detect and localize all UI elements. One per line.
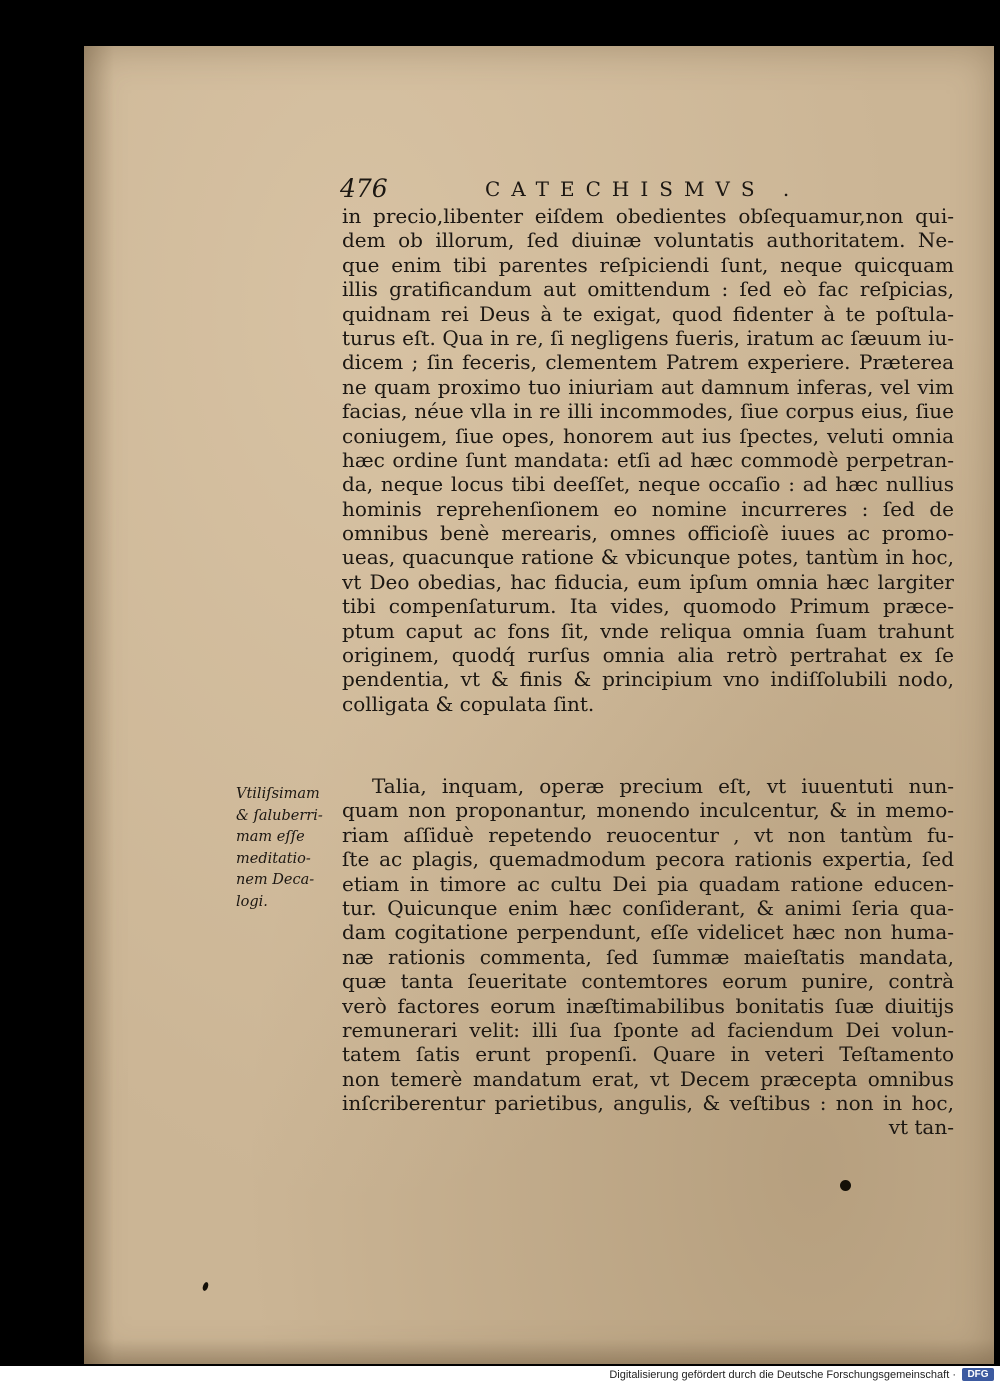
text-line: ſte ac plagis, quemadmodum pecora rationis expertia, ſed <box>342 847 954 872</box>
text-line: turus eſt. Qua in re, ſi negligens fueris, iratum ac ſæuum iu- <box>342 325 954 350</box>
margin-note <box>236 784 338 913</box>
text-line: etiam in timore ac cultu Dei pia quadam ratione educen- <box>342 871 954 896</box>
margin-note-line: logi. <box>236 893 268 910</box>
text-line: hominis reprehenſionem eo nomine incurreres : ſed de <box>342 496 954 521</box>
text-line: coniugem, ſiue opes, honorem aut ius ſpectes, veluti omnia <box>342 423 954 448</box>
text-line: quam non proponantur, monendo inculcentur, & in memo- <box>342 798 954 823</box>
text-line: næ rationis commenta, ſed ſummæ maieſtatis mandata, <box>342 944 954 969</box>
text-line: facias, néue vlla in re illi incommodes, ſiue corpus eius, ſiue <box>342 399 954 424</box>
text-line: tur. Quicunque enim hæc conſiderant, & animi ſeria qua- <box>342 895 954 920</box>
text-line: vt Deo obedias, hac fiducia, eum ipſum omnia hæc largiter <box>342 569 954 594</box>
dfg-logo-icon[interactable]: DFG <box>962 1368 994 1381</box>
text-line: omnibus benè merearis, omnes officioſè iuues ac promo- <box>342 521 954 546</box>
text-line: tibi compenſaturum. Ita vides, quomodo Primum præce- <box>342 594 954 619</box>
ink-blot-icon <box>840 1180 851 1191</box>
text-line: quæ tanta ſeueritate contemtores eorum punire, contrà <box>342 969 954 994</box>
text-line: ueas, quacunque ratione & vbicunque potes, tantùm in hoc, <box>342 545 954 570</box>
margin-note-line: & ſaluberri- <box>236 807 323 824</box>
text-line: hæc ordine ſunt mandata: etſi ad hæc commodè perpetran- <box>342 447 954 472</box>
page-header <box>340 172 860 206</box>
text-line: ne quam proximo tuo iniuriam aut damnum inferas, vel vim <box>342 374 954 399</box>
text-line: tatem ſatis erunt propenſi. Quare in veteri Teſtamento <box>342 1042 954 1067</box>
text-line: inſcriberentur parietibus, angulis, & veſtibus : non in hoc, <box>342 1091 954 1116</box>
text-line: da, neque locus tibi deeſſet, neque occaſio : ad hæc nullius <box>342 472 954 497</box>
text-line: originem, quodq́ rurſus omnia alia retrò pertrahat ex ſe <box>342 643 954 668</box>
page-number: 476 <box>340 174 388 203</box>
catchword: vt tan- <box>888 1115 954 1140</box>
text-line: remunerari velit: illi ſua ſponte ad faciendum Dei volun- <box>342 1017 954 1042</box>
paragraph-1 <box>342 204 954 716</box>
text-line: in precio,libenter eiſdem obedientes obſequamur,non qui- <box>342 204 954 228</box>
text-line: illis gratificandum aut omittendum : ſed eò fac reſpicias, <box>342 277 954 302</box>
margin-note-line: mam eſſe <box>236 829 305 845</box>
running-title: CATECHISMVS . <box>485 177 801 201</box>
text-line: dam cogitatione perpendunt, eſſe videlicet hæc non huma- <box>342 920 954 945</box>
margin-note-line: Vtiliſsimam <box>236 786 320 802</box>
funding-credit: Digitalisierung gefördert durch die Deutsche Forschungsgemeinschaft · <box>609 1369 956 1381</box>
text-line: riam aſſiduè repetendo reuocentur , vt non tantùm fu- <box>342 822 954 847</box>
text-line: colligata & copulata ſint. <box>342 691 595 716</box>
text-line: verò factores eorum inæſtimabilibus bonitatis ſuæ diuitijs <box>342 993 954 1018</box>
text-line: ptum caput ac fons ſit, vnde reliqua omnia ſuam trahunt <box>342 618 954 643</box>
text-line: dem ob illorum, ſed diuinæ voluntatis authoritatem. Ne- <box>342 228 954 253</box>
text-line: Talia, inquam, operæ precium eſt, vt iuuentuti nun- <box>372 774 954 798</box>
margin-note-line: meditatio- <box>236 850 311 867</box>
text-line: quidnam rei Deus à te exigat, quod fidenter à te poſtula- <box>342 301 954 326</box>
text-line: non temerè mandatum erat, vt Decem præcepta omnibus <box>342 1066 954 1091</box>
paragraph-2 <box>342 774 954 1140</box>
text-line: que enim tibi parentes reſpiciendi ſunt, neque quicquam <box>342 252 954 277</box>
text-line: dicem ; ſin feceris, clementem Patrem experiere. Præterea <box>342 350 954 375</box>
margin-note-line: nem Deca- <box>236 872 315 888</box>
text-line: pendentia, vt & finis & principium vno indiſſolubili nodo, <box>342 667 954 692</box>
